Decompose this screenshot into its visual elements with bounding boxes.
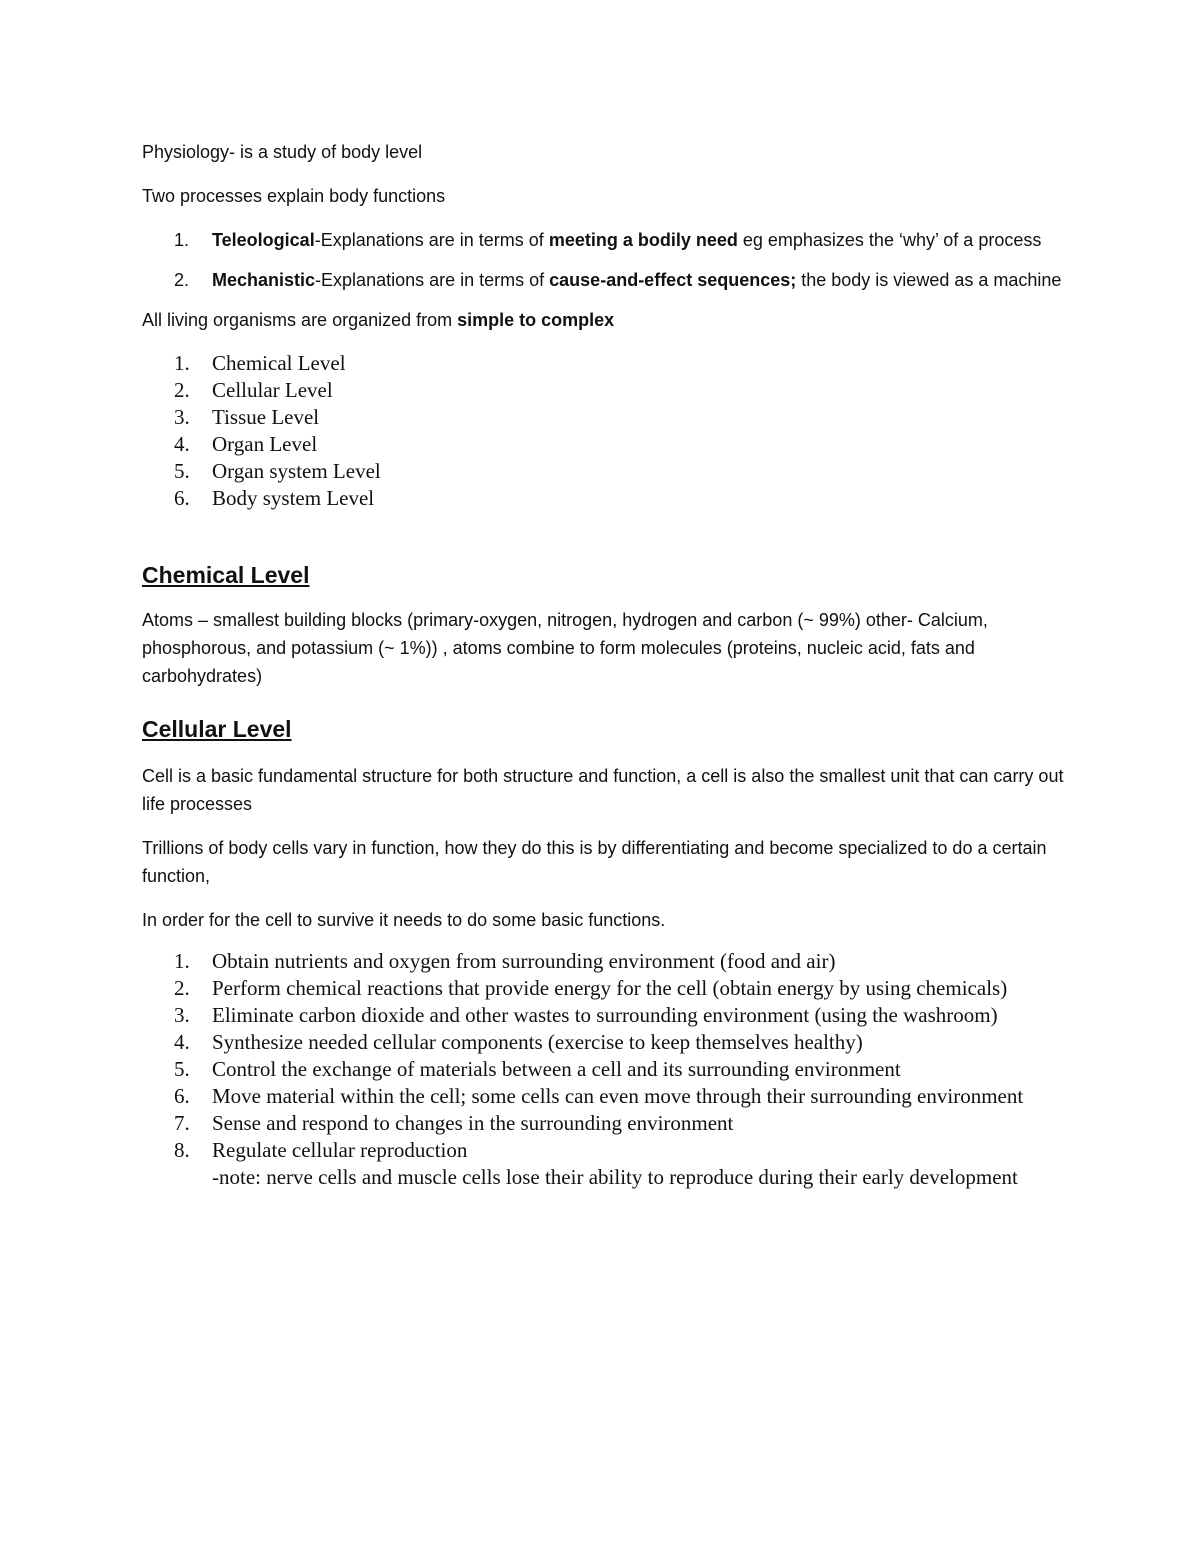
- function-item: [142, 1029, 1067, 1056]
- function-text: Synthesize needed cellular components (exercise to keep themselves healthy): [212, 1030, 863, 1054]
- list-number: 5.: [174, 459, 190, 483]
- level-label: Organ Level: [212, 432, 318, 456]
- chemical-level-body: Atoms – smallest building blocks (primary-oxygen, nitrogen, hydrogen and carbon (~ 99%) other- Calcium, phosphorous, and potassium (~ 1%)) , atoms combine to form molecules (proteins, nucleic acid, fats and carbohydrates): [142, 610, 988, 686]
- level-label: Body system Level: [212, 486, 375, 510]
- level-label: Organ system Level: [212, 459, 381, 483]
- list-number: 1.: [174, 351, 190, 375]
- function-item: [142, 1083, 1067, 1110]
- process-bold-phrase: cause-and-effect sequences;: [549, 270, 797, 290]
- term-mechanistic: Mechanistic: [212, 270, 316, 290]
- two-processes-line: Two processes explain body functions: [142, 186, 446, 206]
- level-item: [142, 350, 1067, 377]
- document-page: [142, 138, 1067, 1191]
- list-number: 2.: [174, 976, 190, 1000]
- cellular-paragraph-3: In order for the cell to survive it needs to do some basic functions.: [142, 910, 666, 930]
- list-number: 1.: [174, 949, 190, 973]
- function-text: Sense and respond to changes in the surrounding environment: [212, 1111, 734, 1135]
- function-item: [142, 948, 1067, 975]
- process-text: -Explanations are in terms of: [314, 230, 549, 250]
- level-item: [142, 485, 1067, 512]
- level-item: [142, 431, 1067, 458]
- process-text-end: the body is viewed as a machine: [796, 270, 1062, 290]
- list-number: 6.: [174, 1084, 190, 1108]
- function-text: Eliminate carbon dioxide and other wastes to surrounding environment (using the washroom): [212, 1003, 998, 1027]
- level-label: Chemical Level: [212, 351, 346, 375]
- list-number: 5.: [174, 1057, 190, 1081]
- function-text: Move material within the cell; some cells can even move through their surrounding environment: [212, 1084, 1024, 1108]
- list-number: 2.: [174, 378, 190, 402]
- function-item: [142, 975, 1067, 1002]
- list-number: 2.: [174, 270, 190, 290]
- level-label: Cellular Level: [212, 378, 333, 402]
- organization-line: [142, 306, 1067, 334]
- cellular-paragraph-1: Cell is a basic fundamental structure for both structure and function, a cell is also the smallest unit that can carry out life processes: [142, 766, 1064, 814]
- list-number: 4.: [174, 432, 190, 456]
- list-number: 6.: [174, 486, 190, 510]
- list-number: 4.: [174, 1030, 190, 1054]
- term-teleological: Teleological: [212, 230, 315, 250]
- list-number: 3.: [174, 405, 190, 429]
- physiology-definition: Physiology- is a study of body level: [142, 142, 423, 162]
- processes-list: [142, 226, 1067, 294]
- process-item-mechanistic: [142, 266, 1067, 294]
- cell-functions-list: [142, 948, 1067, 1191]
- function-text: Control the exchange of materials between a cell and its surrounding environment: [212, 1057, 901, 1081]
- list-number: 3.: [174, 1003, 190, 1027]
- function-text: Regulate cellular reproduction: [212, 1138, 468, 1162]
- level-item: [142, 404, 1067, 431]
- level-label: Tissue Level: [212, 405, 320, 429]
- function-item: [142, 1056, 1067, 1083]
- list-number: 7.: [174, 1111, 190, 1135]
- function-item: [142, 1110, 1067, 1137]
- function-text: Obtain nutrients and oxygen from surrounding environment (food and air): [212, 949, 836, 973]
- organization-bold: simple to complex: [457, 310, 615, 330]
- function-item: [142, 1137, 1067, 1191]
- levels-list: [142, 350, 1067, 512]
- function-item: [142, 1002, 1067, 1029]
- process-text-end: eg emphasizes the ‘why’ of a process: [737, 230, 1042, 250]
- cellular-level-heading: Cellular Level: [142, 716, 292, 742]
- chemical-level-heading: Chemical Level: [142, 562, 310, 588]
- process-item-teleological: [142, 226, 1067, 254]
- list-number: 1.: [174, 230, 190, 250]
- level-item: [142, 377, 1067, 404]
- level-item: [142, 458, 1067, 485]
- organization-text: All living organisms are organized from: [142, 310, 458, 330]
- function-note: -note: nerve cells and muscle cells lose their ability to reproduce during their early development: [212, 1165, 1018, 1189]
- cellular-paragraph-2: Trillions of body cells vary in function, how they do this is by differentiating and become specialized to do a certain function,: [142, 838, 1047, 886]
- function-text: Perform chemical reactions that provide energy for the cell (obtain energy by using chemicals): [212, 976, 1008, 1000]
- list-number: 8.: [174, 1138, 190, 1162]
- process-bold-phrase: meeting a bodily need: [548, 230, 738, 250]
- process-text: -Explanations are in terms of: [315, 270, 550, 290]
